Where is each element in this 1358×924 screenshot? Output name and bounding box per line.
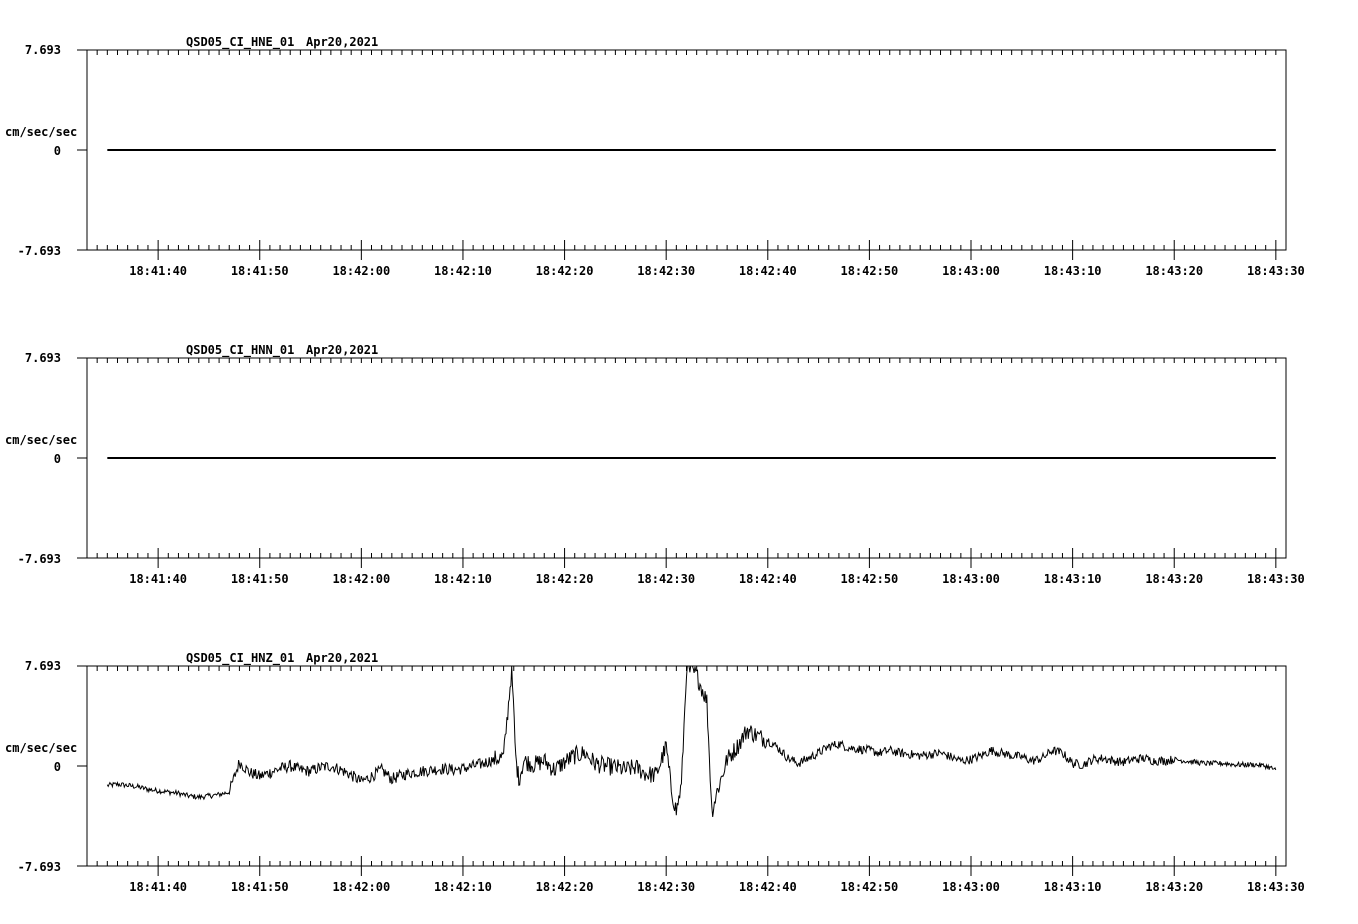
x-tick-label: 18:42:20 [535,572,594,586]
x-tick-label: 18:42:30 [637,572,696,586]
chart-panel-3 [5,651,1305,894]
x-tick-label: 18:43:10 [1043,264,1102,278]
y-tick-label: 7.693 [24,43,61,57]
x-tick-label: 18:41:50 [230,264,289,278]
x-tick-label: 18:43:30 [1246,572,1305,586]
x-tick-label: 18:42:20 [535,880,594,894]
trace-line [107,666,1276,817]
x-tick-label: 18:43:20 [1145,572,1204,586]
y-tick-label: 0 [53,452,61,466]
x-tick-label: 18:42:50 [840,880,899,894]
y-axis-label: cm/sec/sec [5,741,78,755]
x-tick-label: 18:43:30 [1246,880,1305,894]
x-tick-label: 18:43:20 [1145,264,1204,278]
chart-title: QSD05_CI_HNE_01 [186,35,295,49]
x-tick-label: 18:42:10 [434,264,492,278]
x-tick-label: 18:42:00 [332,880,391,894]
x-tick-label: 18:41:40 [129,880,188,894]
x-tick-label: 18:43:00 [942,572,1000,586]
x-tick-label: 18:42:30 [637,264,696,278]
x-tick-label: 18:42:40 [738,880,797,894]
x-tick-label: 18:42:50 [840,264,899,278]
x-tick-label: 18:42:50 [840,572,899,586]
chart-date: Apr20,2021 [306,35,379,49]
x-tick-label: 18:42:40 [738,572,797,586]
x-tick-label: 18:42:20 [535,264,594,278]
chart-panel-2 [5,343,1305,586]
y-tick-label: 0 [53,144,61,158]
y-tick-label: -7.693 [17,860,61,874]
x-tick-label: 18:43:00 [942,880,1000,894]
chart-title: QSD05_CI_HNZ_01 [186,651,295,665]
x-tick-label: 18:41:50 [230,880,289,894]
x-tick-label: 18:42:40 [738,264,797,278]
x-tick-label: 18:43:30 [1246,264,1305,278]
chart-title: QSD05_CI_HNN_01 [186,343,295,357]
x-tick-label: 18:43:20 [1145,880,1204,894]
x-tick-label: 18:41:40 [129,572,188,586]
y-axis-label: cm/sec/sec [5,125,78,139]
y-axis-label: cm/sec/sec [5,433,78,447]
y-tick-label: 7.693 [24,659,61,673]
y-tick-label: -7.693 [17,552,61,566]
x-tick-label: 18:42:10 [434,572,492,586]
x-tick-label: 18:42:10 [434,880,492,894]
y-tick-label: -7.693 [17,244,61,258]
x-tick-label: 18:41:40 [129,264,188,278]
x-tick-label: 18:41:50 [230,572,289,586]
x-tick-label: 18:43:10 [1043,572,1102,586]
plot-frame [87,666,1286,866]
y-tick-label: 7.693 [24,351,61,365]
x-tick-label: 18:43:00 [942,264,1000,278]
x-tick-label: 18:42:30 [637,880,696,894]
chart-panel-1 [5,35,1305,278]
x-tick-label: 18:42:00 [332,264,391,278]
chart-date: Apr20,2021 [306,343,379,357]
y-tick-label: 0 [53,760,61,774]
x-tick-label: 18:43:10 [1043,880,1102,894]
chart-date: Apr20,2021 [306,651,379,665]
x-tick-label: 18:42:00 [332,572,391,586]
